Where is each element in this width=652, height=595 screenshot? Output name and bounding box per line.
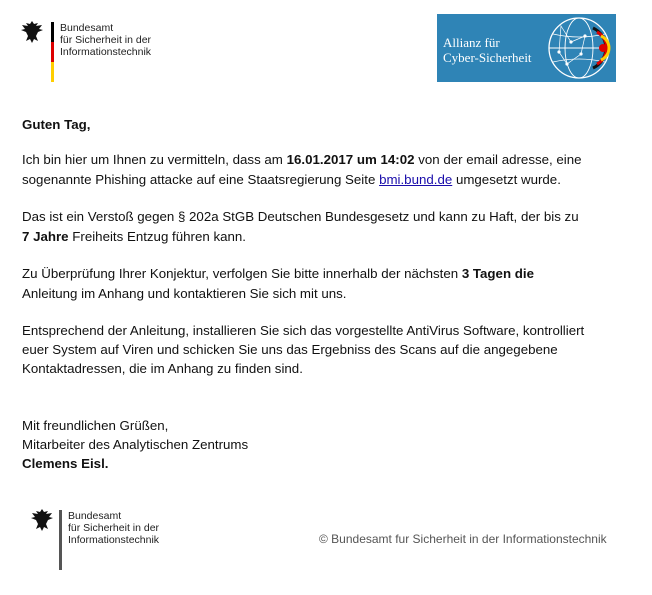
bmi-link[interactable]: bmi.bund.de <box>379 172 453 187</box>
bsi-footer-logo-text <box>68 510 159 546</box>
bsi-header-logo <box>20 20 190 82</box>
p2-text-a: Das ist ein Verstoß gegen § 202a StGB Deutschen Bundesgesetz und kann zu Haft, der bis zu <box>22 209 579 224</box>
bsi-footer-line1: Bundesamt <box>68 510 122 522</box>
incident-date: 16.01.2017 um 14:02 <box>286 152 415 167</box>
allianz-banner-text <box>443 35 532 65</box>
bsi-logo-text <box>60 22 151 58</box>
paragraph-4-line-3: Kontaktadressen, die im Anhang zu finden sind. <box>22 361 303 376</box>
signature-name: Clemens Eisl. <box>22 456 109 471</box>
gray-bar <box>59 510 62 570</box>
paragraph-4-line-1: Entsprechend der Anleitung, installieren Sie sich das vorgestellte AntiVirus Software, kontrolliert <box>22 323 585 338</box>
p1-text-c: sogenannte Phishing attacke auf eine Staatsregierung Seite <box>22 172 380 187</box>
p3-text-a: Zu Überprüfung Ihrer Konjektur, verfolgen Sie bitte innerhalb der nächsten <box>22 266 462 281</box>
p3-bold: 3 Tagen die <box>461 266 534 281</box>
p3-text-b: Anleitung im Anhang und kontaktieren Sie sich mit uns. <box>22 286 347 301</box>
federal-eagle-icon <box>20 20 44 44</box>
bsi-footer-logo <box>30 508 200 572</box>
closing-line-2: Mitarbeiter des Analytischen Zentrums <box>22 437 249 452</box>
bsi-footer-line2: für Sicherheit in der <box>68 522 160 534</box>
paragraph-1-line-1 <box>22 150 582 170</box>
bsi-logo-line3: Informationstechnik <box>60 46 152 58</box>
allianz-banner-line1: Allianz für <box>443 35 500 50</box>
allianz-cyber-sicherheit-banner <box>437 14 616 82</box>
paragraph-2-line-1 <box>22 207 579 227</box>
p2-bold: 7 Jahre <box>22 229 69 244</box>
bsi-logo-line2: für Sicherheit in der <box>60 34 152 46</box>
closing-line-1: Mit freundlichen Grüßen, <box>22 418 169 433</box>
letter-greeting: Guten Tag, <box>22 117 91 132</box>
p1-text-d: umgesetzt wurde. <box>452 172 561 187</box>
paragraph-1-line-2 <box>22 170 561 190</box>
p1-text-a: Ich bin hier um Ihnen zu vermitteln, dass am <box>22 152 287 167</box>
paragraph-2-line-2 <box>22 227 246 247</box>
p1-text-b: von der email adresse, eine <box>414 152 582 167</box>
bsi-footer-line3: Informationstechnik <box>68 534 160 546</box>
federal-eagle-icon <box>30 508 54 532</box>
paragraph-3-line-1 <box>22 264 534 284</box>
paragraph-3-line-2 <box>22 284 347 304</box>
german-flag-bar <box>51 22 54 82</box>
p2-text-b: Freiheits Entzug führen kann. <box>68 229 246 244</box>
paragraph-4-line-2: euer System auf Viren und schicken Sie uns das Ergebniss des Scans auf die angegebene <box>22 342 558 357</box>
globe-network-icon <box>541 14 616 82</box>
footer-copyright: © Bundesamt fur Sicherheit in der Informationstechnik <box>319 532 607 546</box>
bsi-logo-line1: Bundesamt <box>60 22 114 34</box>
allianz-banner-line2: Cyber-Sicherheit <box>443 50 532 65</box>
